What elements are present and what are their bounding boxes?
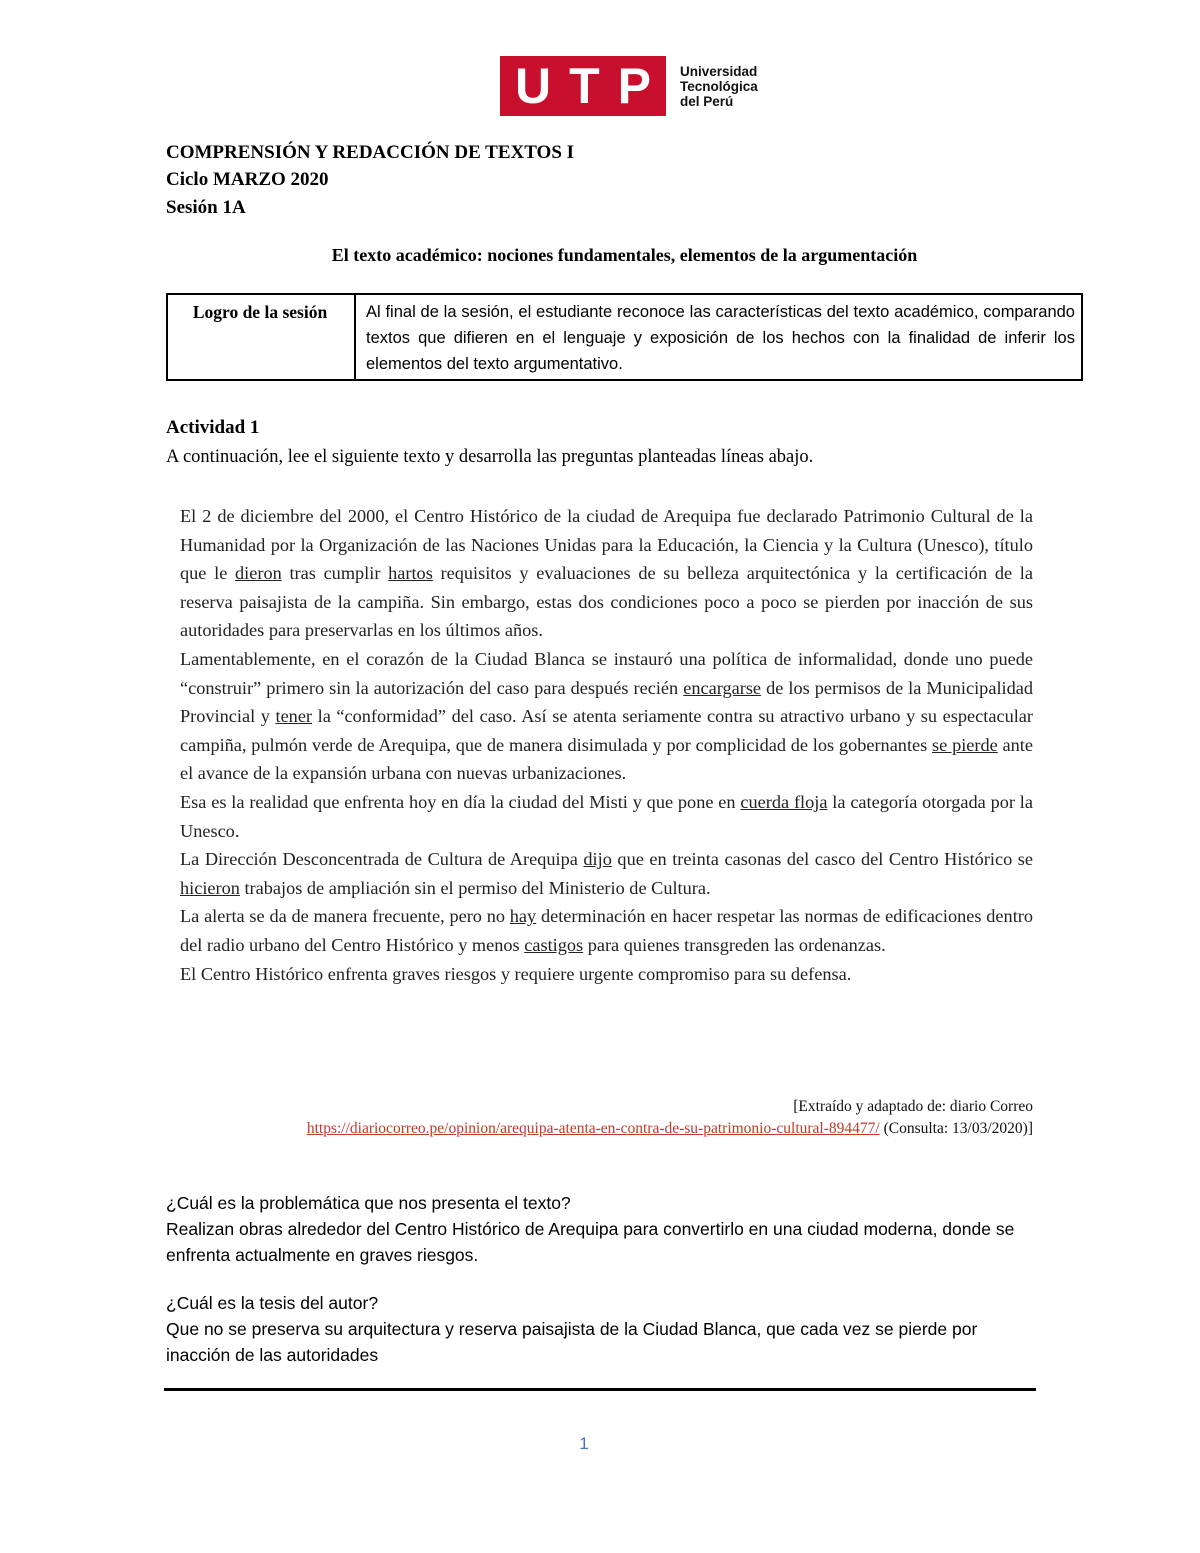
underlined-word: encargarse — [683, 677, 762, 698]
logo-line-3: del Perú — [680, 93, 734, 109]
logo-line-2: Tecnológica — [680, 78, 758, 94]
underlined-word: hicieron — [180, 877, 240, 898]
question-block — [166, 1190, 1046, 1268]
reading-segment: de los permisos de la Municipalidad Provincial y — [180, 677, 1033, 727]
session-label: Sesión 1A — [166, 197, 246, 218]
underlined-word: tener — [275, 706, 313, 727]
logo-letter-t: T — [569, 58, 600, 114]
logro-table — [166, 293, 1083, 381]
utp-logo — [500, 56, 758, 116]
underlined-word: cuerda floja — [740, 791, 828, 812]
reading-segment: Lamentablemente, en el corazón de la Ciudad Blanca se instauró una política de informalidad, donde uno puede “construir” primero sin la autorización del caso para después recién — [180, 648, 1033, 698]
reading-segment: La Dirección Desconcentrada de Cultura de Arequipa — [180, 849, 584, 870]
underlined-word: hartos — [388, 563, 433, 584]
reading-segment: que en treinta casonas del casco del Centro Histórico se — [611, 849, 1033, 870]
reading-paragraph — [180, 645, 1033, 788]
reading-segment: El 2 de diciembre del 2000, el Centro Histórico de la ciudad de Arequipa fue declarado Patrimonio Cultural de la Humanidad por la Organización de las Naciones Unidas para la Educación, la Ciencia y la Cultura (Unesco), título que le — [180, 506, 1033, 584]
reading-paragraph — [180, 788, 1033, 845]
reading-segment: Esa es la realidad que enfrenta hoy en día la ciudad del Misti y que pone en — [180, 791, 741, 812]
answer-text: Realizan obras alrededor del Centro Histórico de Arequipa para convertirlo en una ciudad moderna, donde se enfrenta actualmente en graves riesgos. — [166, 1219, 1015, 1265]
logro-text: Al final de la sesión, el estudiante reconoce las características del texto académico, comparando textos que difieren en el lenguaje y exposición de los hechos con la finalidad de inferir los elementos del texto argumentativo. — [355, 294, 1082, 380]
reading-segment: ante el avance de la expansión urbana con nuevas urbanizaciones. — [180, 734, 1033, 784]
reading-segment: determinación en hacer respetar las normas de edificaciones dentro del radio urbano del Centro Histórico y menos — [180, 906, 1033, 955]
underlined-word: hay — [509, 906, 537, 927]
question-text: ¿Cuál es la tesis del autor? — [166, 1293, 379, 1313]
logo-wordmark — [680, 64, 758, 109]
cycle-label: Ciclo MARZO 2020 — [166, 169, 329, 190]
logo-line-1: Universidad — [680, 63, 758, 79]
source-link[interactable]: https://diariocorreo.pe/opinion/arequipa-atenta-en-contra-de-su-patrimonio-cultural-894477/ — [306, 1120, 880, 1137]
reading-paragraph — [180, 502, 1033, 645]
document-title: El texto académico: nociones fundamentales, elementos de la argumentación — [331, 245, 918, 265]
source-prefix: [Extraído y adaptado de: diario Correo — [793, 1098, 1033, 1115]
reading-segment: tras cumplir — [281, 563, 389, 584]
question-text: ¿Cuál es la problemática que nos presenta el texto? — [166, 1193, 571, 1213]
source-suffix: (Consulta: 13/03/2020)] — [879, 1120, 1033, 1137]
underlined-word: dijo — [583, 849, 612, 870]
reading-segment: trabajos de ampliación sin el permiso del Ministerio de Cultura. — [239, 877, 711, 898]
logo-letter-p: P — [617, 58, 651, 114]
reading-segment: La alerta se da de manera frecuente, pero no — [180, 906, 510, 927]
logro-label: Logro de la sesión — [167, 294, 355, 380]
page-number: 1 — [579, 1434, 589, 1453]
reading-segment: para quienes transgreden las ordenanzas. — [583, 934, 886, 955]
activity-intro: A continuación, lee el siguiente texto y desarrolla las preguntas planteadas líneas abajo. — [166, 447, 814, 467]
reading-paragraph — [180, 845, 1033, 902]
reading-text — [180, 502, 1033, 988]
activity-title: Actividad 1 — [166, 417, 260, 438]
answer-text: Que no se preserva su arquitectura y reserva paisajista de la Ciudad Blanca, que cada vez se pierde por inacción de las autoridades — [166, 1319, 978, 1365]
reading-segment: requisitos y evaluaciones de su belleza arquitectónica y la certificación de la reserva paisajista de la campiña. Sin embargo, estas dos condiciones poco a poco se pierden por inacción de sus autoridades para preservarlas en los últimos años. — [180, 563, 1033, 641]
underlined-word: castigos — [524, 934, 584, 955]
reading-paragraph — [180, 960, 1033, 989]
logo-letter-u: U — [514, 58, 552, 114]
source-citation — [300, 1096, 1033, 1140]
underlined-word: dieron — [235, 563, 282, 584]
reading-segment: la categoría otorgada por la Unesco. — [180, 791, 1034, 841]
question-block — [166, 1290, 1046, 1368]
horizontal-rule — [164, 1388, 1036, 1391]
reading-paragraph — [180, 902, 1033, 959]
utp-logo-mark — [500, 56, 666, 116]
reading-segment: El Centro Histórico enfrenta graves riesgos y requiere urgente compromiso para su defensa. — [180, 963, 852, 984]
course-name: COMPRENSIÓN Y REDACCIÓN DE TEXTOS I — [166, 142, 575, 163]
underlined-word: se pierde — [932, 734, 998, 755]
reading-segment: la “conformidad” del caso. Así se atenta seriamente contra su atractivo urbano y su espectacular campiña, pulmón verde de Arequipa, que de manera disimulada y por complicidad de los gobernantes — [180, 706, 1033, 755]
